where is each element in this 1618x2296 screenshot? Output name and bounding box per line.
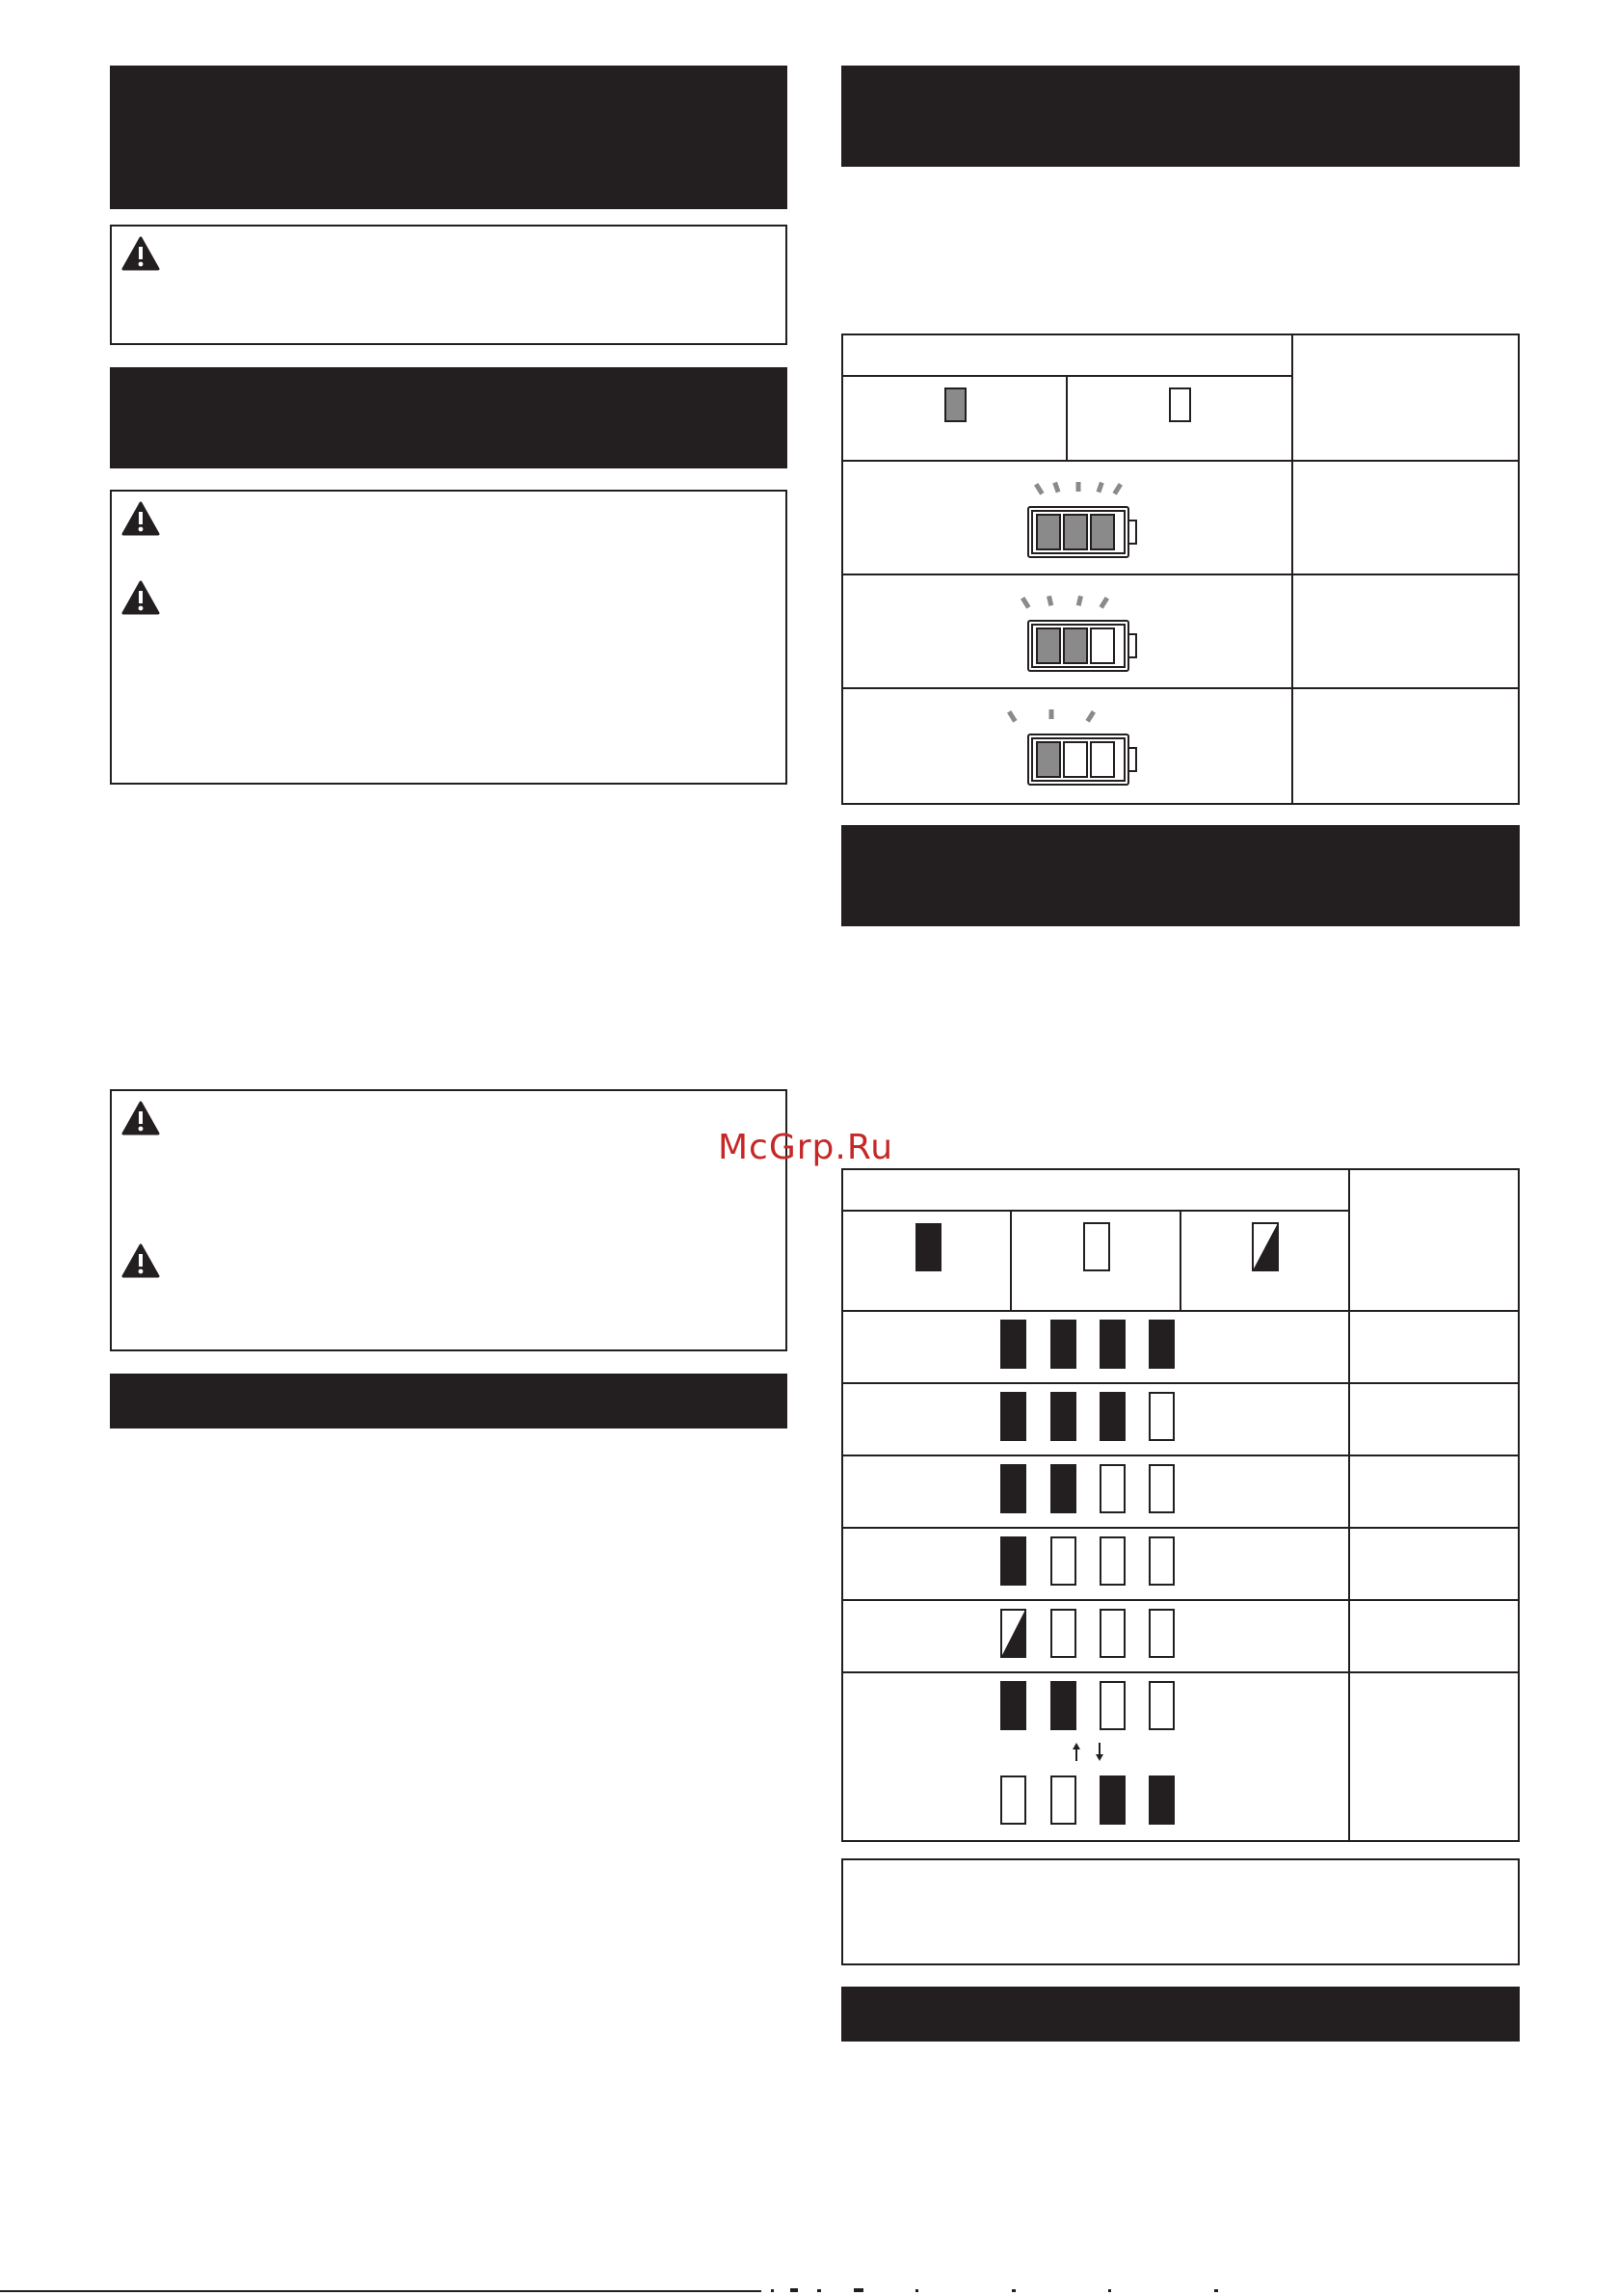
lamp-lit-icon bbox=[1000, 1536, 1026, 1586]
lamp-off-icon bbox=[1101, 1610, 1125, 1657]
battery-cell-off bbox=[1091, 742, 1114, 777]
watermark-text: McGrp.Ru bbox=[718, 1128, 894, 1167]
lamp-off-icon bbox=[1150, 1393, 1174, 1440]
note-box bbox=[841, 1858, 1520, 1965]
lamp-off-icon bbox=[1051, 1537, 1075, 1585]
lamp-lit-icon bbox=[1100, 1775, 1126, 1825]
warning-triangle-icon bbox=[121, 1101, 160, 1135]
warning-box-3 bbox=[110, 1089, 787, 1351]
legend-off-lamp-icon bbox=[1084, 1223, 1109, 1270]
lamp-off-icon bbox=[1101, 1682, 1125, 1729]
legend-lit-lamp-icon bbox=[945, 388, 966, 421]
lamp-lit-icon bbox=[1000, 1392, 1026, 1441]
lamp-lit-icon bbox=[1000, 1681, 1026, 1730]
battery-cell-lit bbox=[1037, 628, 1060, 663]
battery-cell-lit bbox=[1037, 515, 1060, 549]
up-down-arrows-icon bbox=[1073, 1743, 1103, 1761]
lamp-off-icon bbox=[1150, 1537, 1174, 1585]
warning-triangle-icon bbox=[121, 1243, 160, 1278]
lamp-off-icon bbox=[1101, 1465, 1125, 1512]
lamp-lit-icon bbox=[1000, 1464, 1026, 1513]
lamp-lit-icon bbox=[1000, 1320, 1026, 1369]
battery-cell-off bbox=[1091, 628, 1114, 663]
lamp-off-icon bbox=[1101, 1537, 1125, 1585]
lamp-lit-icon bbox=[1149, 1320, 1175, 1369]
lamp-lit-icon bbox=[1149, 1775, 1175, 1825]
blink-rays-icon bbox=[1022, 596, 1107, 607]
footer-artifact bbox=[761, 2287, 1301, 2293]
lamp-blink-icon bbox=[1001, 1610, 1025, 1657]
section-banner-left-1 bbox=[110, 66, 787, 209]
battery-cell-lit bbox=[1037, 742, 1060, 777]
footer-rule bbox=[0, 2290, 761, 2292]
section-banner-right-3 bbox=[841, 1987, 1520, 2042]
lamp-off-icon bbox=[1150, 1610, 1174, 1657]
warning-box-1 bbox=[110, 225, 787, 345]
battery-cell-lit bbox=[1064, 628, 1087, 663]
section-banner-right-2 bbox=[841, 825, 1520, 926]
legend-off-lamp-icon bbox=[1170, 388, 1190, 421]
warning-triangle-icon bbox=[121, 580, 160, 615]
lamp-lit-icon bbox=[1100, 1392, 1126, 1441]
blink-rays-icon bbox=[1036, 482, 1121, 494]
lamp-off-icon bbox=[1150, 1682, 1174, 1729]
battery-icon bbox=[1028, 734, 1136, 785]
battery-icon bbox=[1028, 507, 1136, 557]
section-banner-right-1 bbox=[841, 66, 1520, 167]
lamp-lit-icon bbox=[1050, 1681, 1076, 1730]
lamp-off-icon bbox=[1051, 1610, 1075, 1657]
section-banner-left-2 bbox=[110, 367, 787, 468]
warning-triangle-icon bbox=[121, 501, 160, 536]
capacity-indicator-table bbox=[841, 1168, 1520, 1842]
lamp-off-icon bbox=[1001, 1776, 1025, 1824]
warning-box-2 bbox=[110, 490, 787, 785]
section-banner-left-3 bbox=[110, 1374, 787, 1428]
lamp-lit-icon bbox=[1050, 1320, 1076, 1369]
lamp-lit-icon bbox=[1050, 1464, 1076, 1513]
battery-cell-off bbox=[1064, 742, 1087, 777]
lamp-lit-icon bbox=[1050, 1392, 1076, 1441]
battery-indicator-table bbox=[841, 334, 1520, 805]
lamp-off-icon bbox=[1051, 1776, 1075, 1824]
battery-cell-lit bbox=[1091, 515, 1114, 549]
legend-blinking-lamp-icon bbox=[1253, 1223, 1278, 1270]
warning-triangle-icon bbox=[121, 236, 160, 271]
lamp-off-icon bbox=[1150, 1465, 1174, 1512]
blink-rays-icon bbox=[1009, 709, 1094, 721]
lamp-lit-icon bbox=[1100, 1320, 1126, 1369]
battery-cell-lit bbox=[1064, 515, 1087, 549]
legend-lit-lamp-icon bbox=[915, 1223, 942, 1271]
battery-icon bbox=[1028, 621, 1136, 671]
